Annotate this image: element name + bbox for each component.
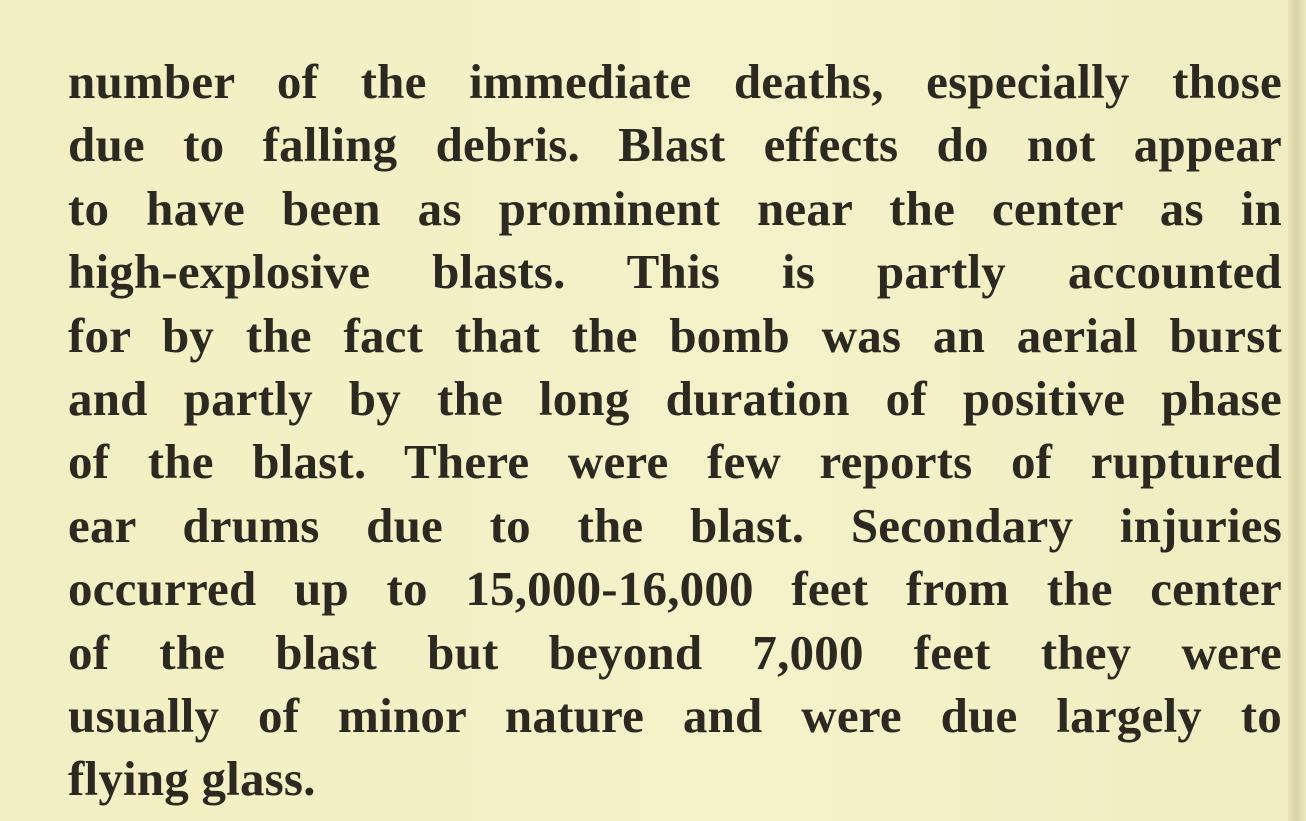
text-line-1: number of the immediate deaths, especially those xyxy=(68,54,1282,109)
text-line-9: occurred up to 15,000-16,000 feet from the center xyxy=(68,561,1282,617)
text-line-8: ear drums due to the blast. Secondary injuries xyxy=(68,497,1282,553)
paragraph xyxy=(68,50,1282,811)
text-line-12: flying glass. xyxy=(68,751,316,807)
text-line-10: of the blast but beyond 7,000 feet they were xyxy=(68,624,1282,680)
text-line-3: to have been as prominent near the center as in xyxy=(68,180,1282,236)
text-line-4: high-explosive blasts. This is partly accounted xyxy=(68,244,1282,300)
text-line-7: of the blast. There were few reports of ruptured xyxy=(68,434,1282,490)
text-line-5: for by the fact that the bomb was an aerial burst xyxy=(68,307,1282,363)
page-gutter-shadow xyxy=(1288,0,1306,821)
text-line-2: due to falling debris. Blast effects do not appear xyxy=(68,117,1282,173)
text-line-6: and partly by the long duration of positive phase xyxy=(68,370,1282,426)
text-line-11: usually of minor nature and were due largely to xyxy=(68,687,1282,743)
